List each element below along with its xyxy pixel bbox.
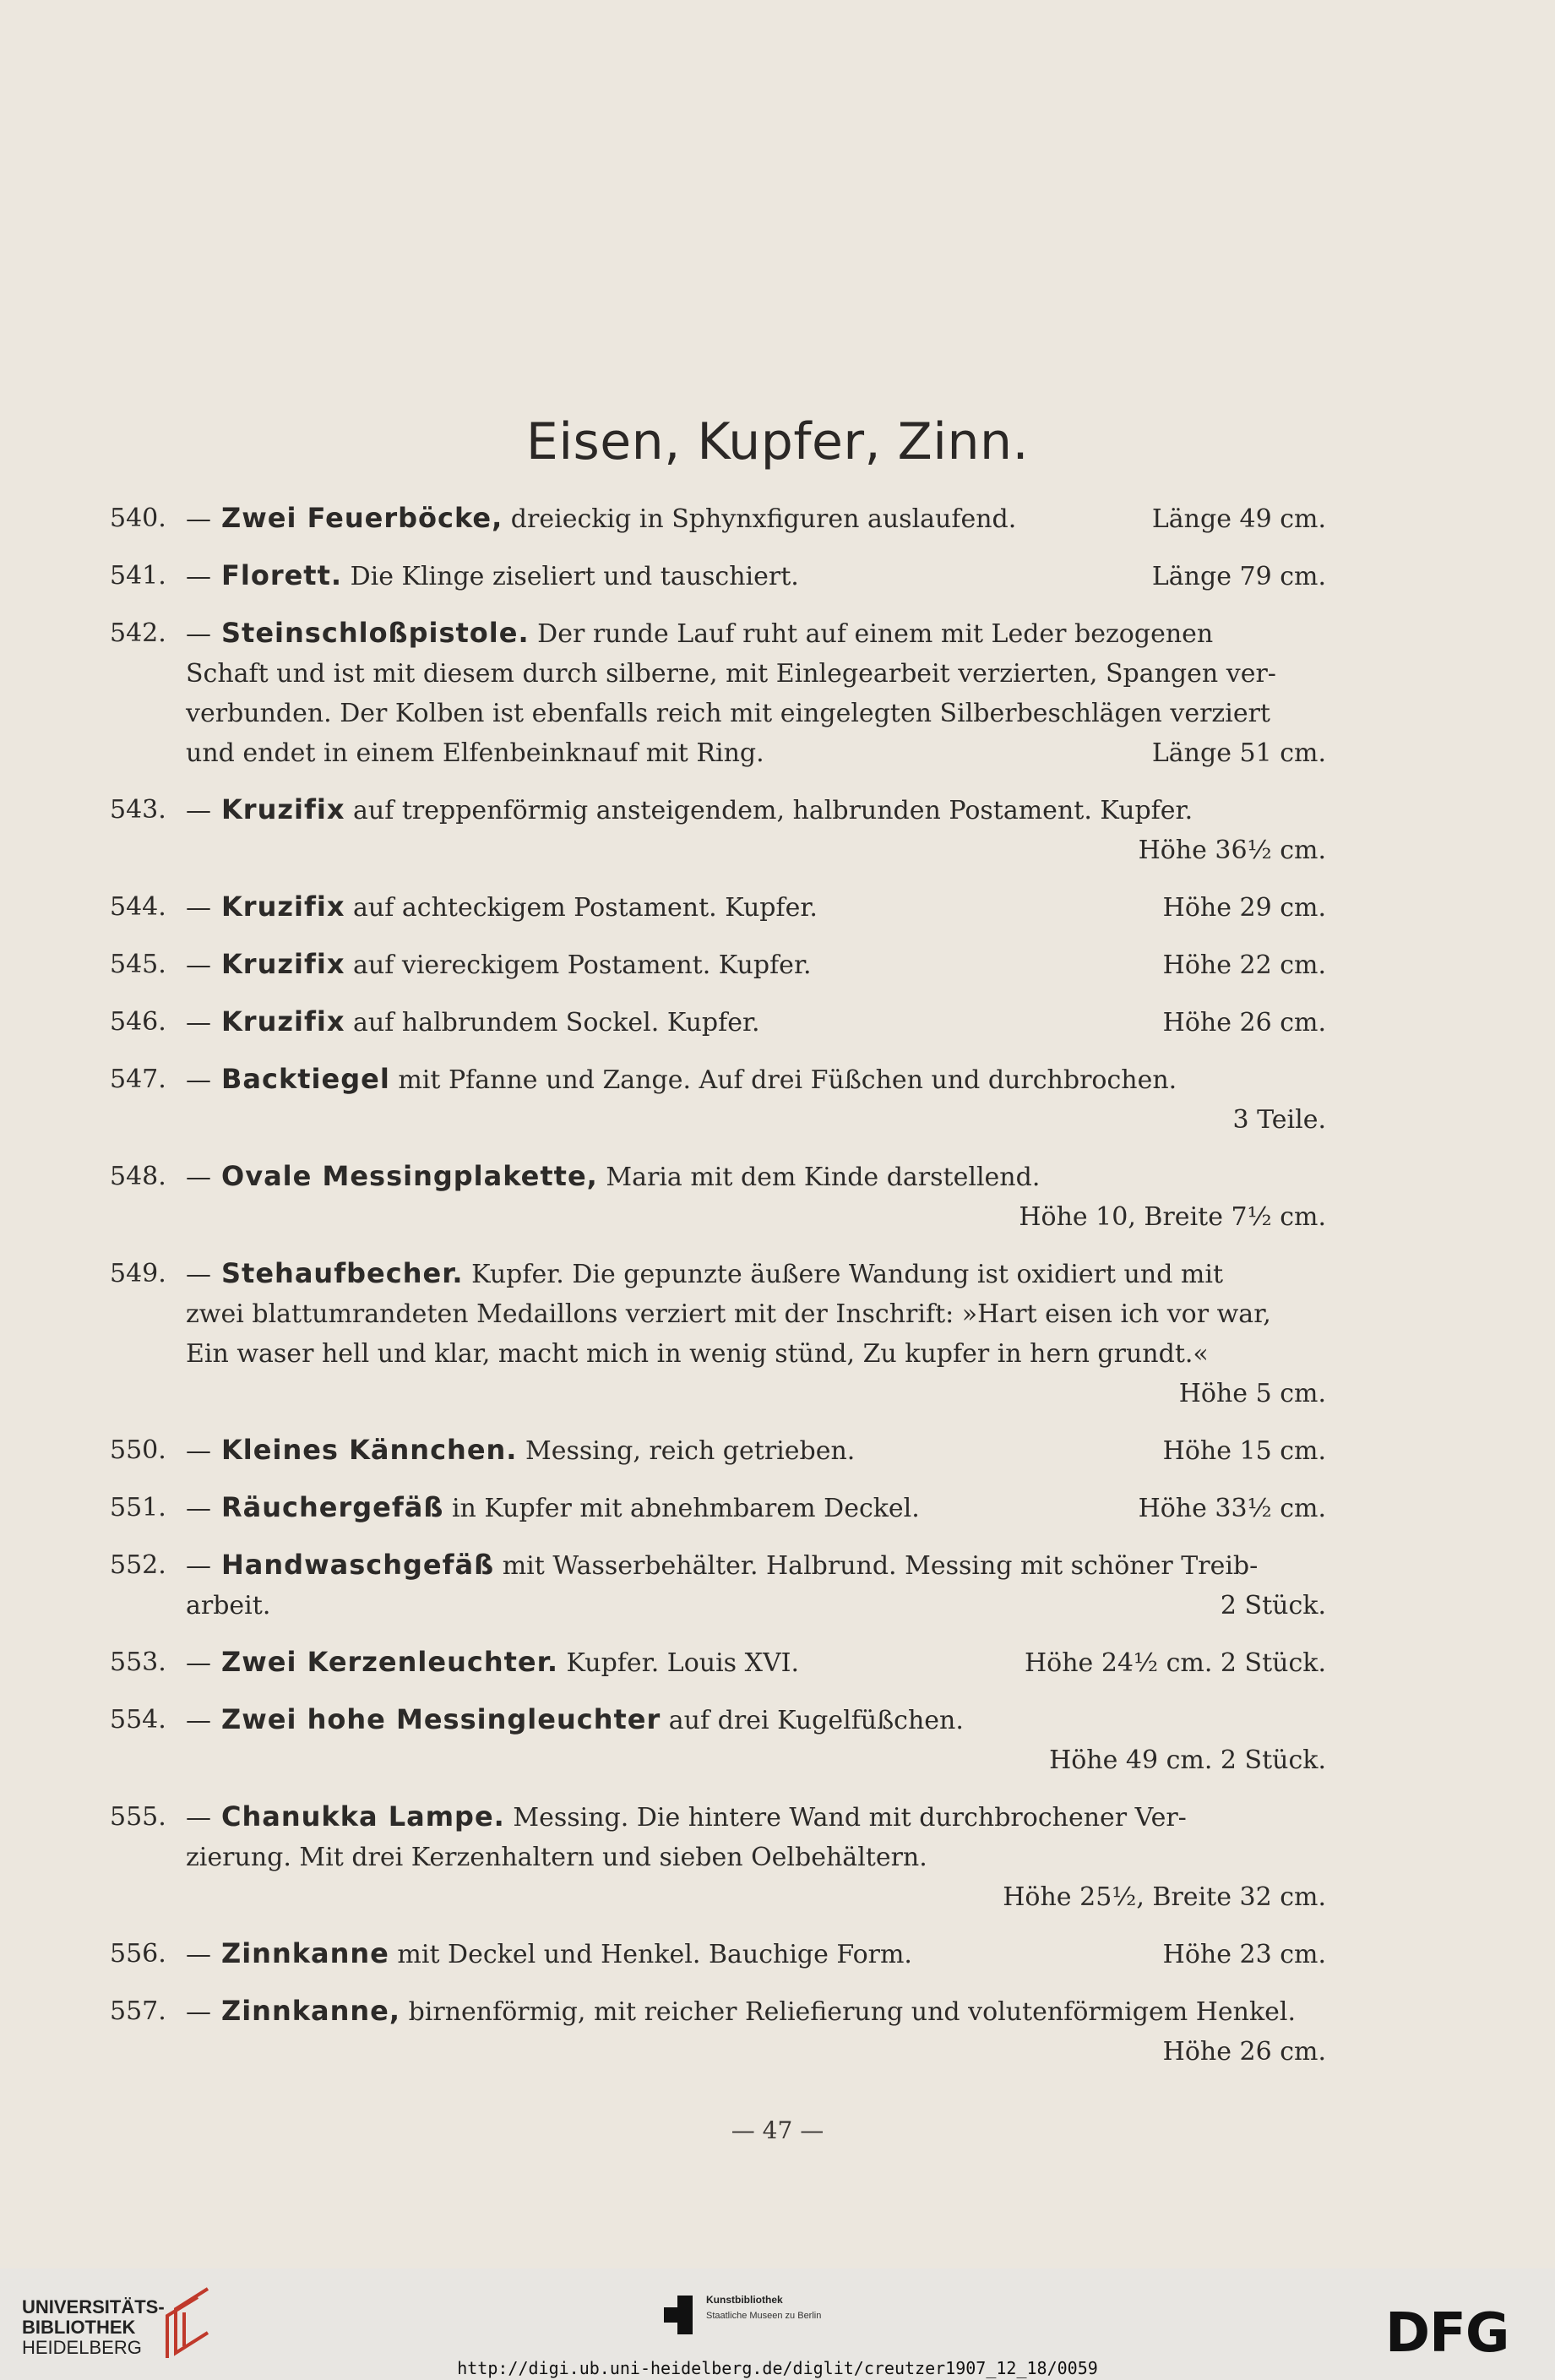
- entry-number: 549.: [110, 1259, 166, 1288]
- item-measure: Höhe 10, Breite 7½ cm.: [1019, 1202, 1326, 1232]
- entry-line: — Zwei Feuerböcke, dreieckig in Sphynxfiguren auslaufend. Länge 49 cm.: [186, 498, 1326, 539]
- item-name: Kruzifix: [221, 948, 345, 980]
- entry-line: — Räuchergefäß in Kupfer mit abnehmbarem Deckel. Höhe 33½ cm.: [186, 1488, 1326, 1528]
- entry-line: [186, 1197, 1326, 1237]
- entry-line: [186, 2032, 1326, 2072]
- entry-number: 545.: [110, 950, 166, 979]
- item-measure: Höhe 15 cm.: [1162, 1436, 1326, 1466]
- item-measure: Höhe 36½ cm.: [1138, 836, 1326, 865]
- catalog-entry: [110, 887, 1326, 928]
- catalog-entry: [110, 1642, 1326, 1683]
- item-measure: Höhe 29 cm.: [1162, 893, 1326, 923]
- item-name: Zinnkanne: [221, 1937, 389, 1969]
- entry-number: 553.: [110, 1647, 166, 1677]
- item-description: Kupfer. Die gepunzte äußere Wandung ist oxidiert und mit: [471, 1260, 1224, 1289]
- item-description: auf viereckigem Postament. Kupfer.: [353, 950, 812, 980]
- catalog-entry: [110, 945, 1326, 985]
- university-library-logo-icon: [159, 2284, 216, 2360]
- item-description: dreieckig in Sphynxfiguren auslaufend.: [510, 504, 1017, 534]
- item-name: Zwei Kerzenleuchter.: [221, 1646, 558, 1678]
- entry-line: [186, 831, 1326, 870]
- item-description: mit Wasserbehälter. Halbrund. Messing mit schöner Treib-: [502, 1551, 1259, 1581]
- source-url[interactable]: http://digi.ub.uni-heidelberg.de/diglit/creutzer1907_12_18/0059: [457, 2358, 1098, 2378]
- catalog-entries: [110, 498, 1326, 2089]
- item-description: Maria mit dem Kinde darstellend.: [606, 1163, 1041, 1192]
- catalog-entry: [110, 613, 1326, 773]
- catalog-entry: [110, 790, 1326, 870]
- catalog-entry: [110, 1488, 1326, 1528]
- item-measure: Höhe 25½, Breite 32 cm.: [1003, 1882, 1326, 1912]
- item-measure: 3 Teile.: [1232, 1105, 1326, 1135]
- entry-line: [186, 694, 1326, 733]
- item-description: Kupfer. Louis XVI.: [566, 1648, 800, 1678]
- catalog-entry: [110, 1545, 1326, 1626]
- item-name: Handwaschgefäß: [221, 1549, 495, 1581]
- entry-number: 542.: [110, 618, 166, 648]
- item-description: mit Deckel und Henkel. Bauchige Form.: [397, 1940, 912, 1969]
- entry-line: — Stehaufbecher. Kupfer. Die gepunzte äußere Wandung ist oxidiert und mit: [186, 1257, 1224, 1289]
- item-description: auf treppenförmig ansteigendem, halbrunden Postament. Kupfer.: [353, 796, 1193, 825]
- entry-line: — Backtiegel mit Pfanne und Zange. Auf drei Füßchen und durchbrochen.: [186, 1063, 1177, 1095]
- item-name: Florett.: [221, 559, 343, 591]
- item-name: Kruzifix: [221, 1005, 345, 1038]
- entry-number: 556.: [110, 1939, 166, 1969]
- catalog-entry: [110, 1002, 1326, 1043]
- page-number: — 47 —: [731, 2116, 824, 2144]
- item-measure: Höhe 24½ cm. 2 Stück.: [1024, 1648, 1326, 1678]
- item-name: Chanukka Lampe.: [221, 1800, 505, 1833]
- item-name: Ovale Messingplakette,: [221, 1160, 598, 1192]
- catalog-entry: [110, 1430, 1326, 1471]
- item-description: mit Pfanne und Zange. Auf drei Füßchen und durchbrochen.: [398, 1065, 1177, 1095]
- entry-number: 552.: [110, 1550, 166, 1580]
- item-name: Kruzifix: [221, 890, 345, 923]
- item-measure: 2 Stück.: [1220, 1591, 1326, 1620]
- entry-line: [186, 654, 1326, 694]
- entry-number: 544.: [110, 892, 166, 922]
- entry-line: — Handwaschgefäß mit Wasserbehälter. Halbrund. Messing mit schöner Treib-: [186, 1549, 1259, 1581]
- entry-number: 554.: [110, 1705, 166, 1735]
- item-measure: Länge 79 cm.: [1151, 562, 1326, 591]
- entry-line: [186, 1740, 1326, 1780]
- catalog-entry: [110, 1797, 1326, 1917]
- entry-line: — Steinschloßpistole. Der runde Lauf ruht auf einem mit Leder bezogenen: [186, 617, 1214, 649]
- entry-number: 547.: [110, 1065, 166, 1094]
- page-title: Eisen, Kupfer, Zinn.: [525, 412, 1030, 471]
- dfg-logo[interactable]: DFG: [1385, 2302, 1509, 2365]
- entry-line: — Kruzifix auf halbrundem Sockel. Kupfer. Höhe 26 cm.: [186, 1002, 1326, 1043]
- item-description: Ein waser hell und klar, macht mich in wenig stünd, Zu kupfer in hern grundt.«: [186, 1339, 1209, 1369]
- item-description: Messing, reich getrieben.: [525, 1436, 856, 1466]
- catalog-entry: [110, 1254, 1326, 1413]
- entry-line: — Zinnkanne, birnenförmig, mit reicher Reliefierung und volutenförmigem Henkel.: [186, 1995, 1297, 2027]
- item-name: Räuchergefäß: [221, 1491, 444, 1523]
- entry-line: [186, 1838, 1326, 1877]
- entry-line: — Ovale Messingplakette, Maria mit dem Kinde darstellend.: [186, 1160, 1041, 1192]
- catalog-entry: [110, 1059, 1326, 1140]
- catalog-entry: [110, 498, 1326, 539]
- entry-line: [186, 1586, 1326, 1626]
- entry-line: [186, 733, 1326, 773]
- university-library-logo-text[interactable]: UNIVERSITÄTS- BIBLIOTHEK HEIDELBERG: [22, 2296, 165, 2358]
- entry-number: 543.: [110, 795, 166, 825]
- item-description: arbeit.: [186, 1591, 271, 1620]
- item-measure: Höhe 49 cm. 2 Stück.: [1049, 1746, 1326, 1775]
- entry-number: 557.: [110, 1996, 166, 2026]
- entry-number: 551.: [110, 1493, 166, 1522]
- entry-number: 555.: [110, 1802, 166, 1832]
- item-name: Stehaufbecher.: [221, 1257, 464, 1289]
- item-measure: Höhe 33½ cm.: [1138, 1494, 1326, 1523]
- item-description: birnenförmig, mit reicher Reliefierung und volutenförmigem Henkel.: [408, 1997, 1297, 2027]
- item-description: auf achteckigem Postament. Kupfer.: [353, 893, 818, 923]
- item-description: Schaft und ist mit diesem durch silberne, mit Einlegearbeit verzierten, Spangen ver-: [186, 659, 1276, 689]
- entry-line: [186, 1374, 1326, 1413]
- entry-number: 546.: [110, 1007, 166, 1037]
- item-name: Kleines Kännchen.: [221, 1434, 518, 1466]
- catalog-entry: [110, 1700, 1326, 1780]
- entry-line: — Kruzifix auf viereckigem Postament. Kupfer. Höhe 22 cm.: [186, 945, 1326, 985]
- item-description: in Kupfer mit abnehmbarem Deckel.: [451, 1494, 920, 1523]
- item-measure: Höhe 26 cm.: [1162, 2037, 1326, 2067]
- entry-number: 548.: [110, 1162, 166, 1191]
- item-name: Zinnkanne,: [221, 1995, 401, 2027]
- entry-line: [186, 1100, 1326, 1140]
- item-description: verbunden. Der Kolben ist ebenfalls reich mit eingelegten Silberbeschlägen verziert: [186, 699, 1270, 728]
- entry-line: — Chanukka Lampe. Messing. Die hintere Wand mit durchbrochener Ver-: [186, 1800, 1187, 1833]
- entry-line: [186, 1334, 1326, 1374]
- item-measure: Länge 49 cm.: [1151, 504, 1326, 534]
- footer-bar: [0, 2268, 1555, 2380]
- item-name: Zwei hohe Messingleuchter: [221, 1703, 661, 1735]
- entry-line: — Kruzifix auf achteckigem Postament. Kupfer. Höhe 29 cm.: [186, 887, 1326, 928]
- catalog-entry: [110, 1991, 1326, 2072]
- item-measure: Höhe 22 cm.: [1162, 950, 1326, 980]
- entry-line: — Zwei hohe Messingleuchter auf drei Kugelfüßchen.: [186, 1703, 964, 1735]
- item-description: Die Klinge ziseliert und tauschiert.: [350, 562, 799, 591]
- item-measure: Höhe 23 cm.: [1162, 1940, 1326, 1969]
- item-name: Backtiegel: [221, 1063, 390, 1095]
- item-description: zierung. Mit drei Kerzenhaltern und sieben Oelbehältern.: [186, 1843, 927, 1872]
- entry-line: — Kruzifix auf treppenförmig ansteigendem, halbrunden Postament. Kupfer.: [186, 793, 1193, 825]
- item-name: Kruzifix: [221, 793, 345, 825]
- entry-line: [186, 1294, 1326, 1334]
- item-measure: Länge 51 cm.: [1151, 738, 1326, 768]
- entry-number: 541.: [110, 561, 166, 591]
- catalog-entry: [110, 1157, 1326, 1237]
- kunstbibliothek-logo[interactable]: Kunstbibliothek Staatliche Museen zu Berlin: [664, 2289, 900, 2348]
- entry-number: 550.: [110, 1435, 166, 1465]
- entry-line: — Kleines Kännchen. Messing, reich getrieben. Höhe 15 cm.: [186, 1430, 1326, 1471]
- entry-line: — Florett. Die Klinge ziseliert und tauschiert. Länge 79 cm.: [186, 556, 1326, 596]
- item-name: Zwei Feuerböcke,: [221, 502, 503, 534]
- catalog-entry: [110, 556, 1326, 596]
- item-description: zwei blattumrandeten Medaillons verziert mit der Inschrift: »Hart eisen ich vor war,: [186, 1299, 1271, 1329]
- kunstbibliothek-icon: [664, 2296, 693, 2334]
- entry-line: [186, 1877, 1326, 1917]
- entry-number: 540.: [110, 504, 166, 533]
- item-description: auf drei Kugelfüßchen.: [668, 1706, 964, 1735]
- item-description: Der runde Lauf ruht auf einem mit Leder bezogenen: [537, 619, 1214, 649]
- item-description: Messing. Die hintere Wand mit durchbrochener Ver-: [513, 1803, 1187, 1833]
- entry-line: — Zinnkanne mit Deckel und Henkel. Bauchige Form. Höhe 23 cm.: [186, 1934, 1326, 1974]
- item-description: und endet in einem Elfenbeinknauf mit Ring.: [186, 738, 764, 768]
- catalog-entry: [110, 1934, 1326, 1974]
- entry-line: — Zwei Kerzenleuchter. Kupfer. Louis XVI. Höhe 24½ cm. 2 Stück.: [186, 1642, 1326, 1683]
- item-name: Steinschloßpistole.: [221, 617, 530, 649]
- item-measure: Höhe 5 cm.: [1178, 1379, 1326, 1408]
- item-description: auf halbrundem Sockel. Kupfer.: [353, 1008, 760, 1038]
- item-measure: Höhe 26 cm.: [1162, 1008, 1326, 1038]
